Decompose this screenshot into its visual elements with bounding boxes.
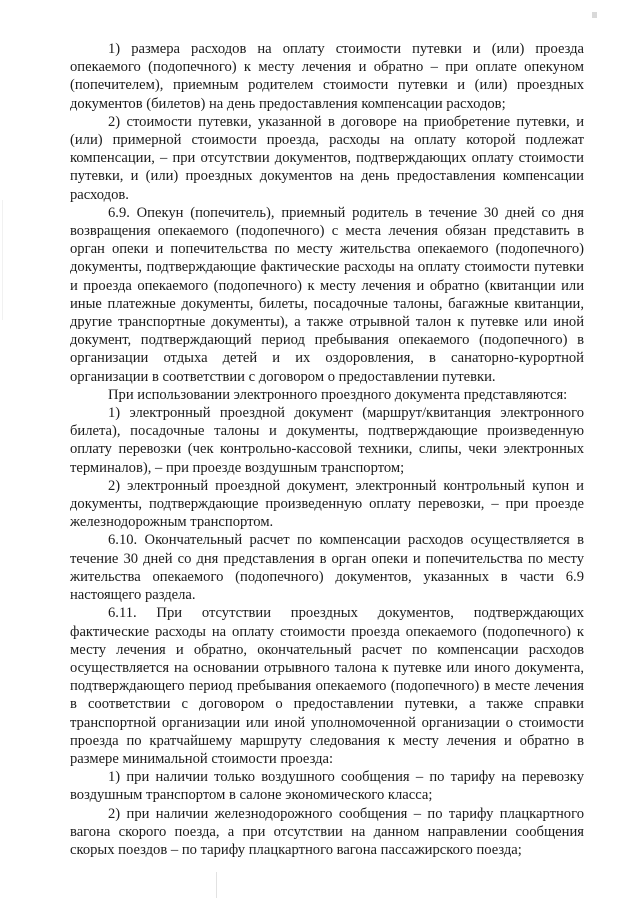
scan-speck — [592, 12, 597, 18]
paragraph: 1) размера расходов на оплату стоимости путевки и (или) проезда опекаемого (подопечного) к месту лечения и обратно – при оплате опекуном (попечителем), приемным родителем стоимости путевки и (или) проездных документов (билетов) на день предоставления компенсации расходов; — [70, 41, 584, 112]
paragraph-6-9: 6.9. Опекун (попечитель), приемный родитель в течение 30 дней со дня возвращения опекаемого (подопечного) с места лечения обязан представить в орган опеки и попечительства по месту жительства опекаемого (подопечного) документы, подтверждающие фактические расходы на оплату стоимости путевки и проезда опекаемого (подопечного) к месту лечения и обратно (квитанции или иные платежные документы, билеты, посадочные талоны, багажные квитанции, другие транспортные документы), а также отрывной талон к путевке или иной документ, подтверждающий период пребывания опекаемого (подопечного) в организации отдыха детей и их оздоровления, в санаторно-курортной организации в соответствии с договором о предоставлении путевки. — [70, 204, 584, 385]
paragraph: 1) электронный проездной документ (маршрут/квитанция электронного билета), посадочные талоны и документы, подтверждающие произведенную оплату перевозки (чек контрольно-кассовой техники, слипы, чеки электронных терминалов), – при проезде воздушным транспортом; — [70, 405, 584, 476]
scan-edge-mark — [2, 200, 3, 320]
document-body — [70, 40, 584, 859]
paragraph-6-11: 6.11. При отсутствии проездных документов, подтверждающих фактические расходы на оплату стоимости проезда опекаемого (подопечного) к месту лечения и обратно, окончательный расчет по компенсации расходов осуществляется на основании отрывного талона к путевке или иного документа, подтверждающего период пребывания опекаемого (подопечного) в месте лечения в соответствии с договором о предоставлении путевки, а также справки транспортной организации или иной уполномоченной организации о стоимости проезда по кратчайшему маршруту следования к месту лечения и обратно в размере минимальной стоимости проезда: — [70, 605, 584, 767]
paragraph: 2) при наличии железнодорожного сообщения – по тарифу плацкартного вагона скорого поезда, а при отсутствии на данном направлении сообщения скорых поездов – по тарифу плацкартного вагона пассажирского поезда; — [70, 805, 584, 858]
paragraph-6-10: 6.10. Окончательный расчет по компенсации расходов осуществляется в течение 30 дней со дня представления в орган опеки и попечительства по месту жительства опекаемого (подопечного) документов, указанных в части 6.9 настоящего раздела. — [70, 532, 584, 604]
paragraph: 2) стоимости путевки, указанной в договоре на приобретение путевки, и (или) примерной стоимости проезда, расходы на оплату которой подлежат компенсации, – при отсутствии документов, подтверждающих оплату стоимости путевки, и (или) проездных документов на день предоставления компенсации расходов. — [70, 113, 584, 203]
paragraph: 2) электронный проездной документ, электронный контрольный купон и документы, подтверждающие произведенную оплату перевозки, – при проезде железнодорожным транспортом. — [70, 477, 584, 531]
scan-speck — [216, 872, 217, 898]
paragraph: 1) при наличии только воздушного сообщения – по тарифу на перевозку воздушным транспортом в салоне экономического класса; — [70, 769, 584, 804]
paragraph: При использовании электронного проездного документа представляются: — [108, 386, 568, 403]
